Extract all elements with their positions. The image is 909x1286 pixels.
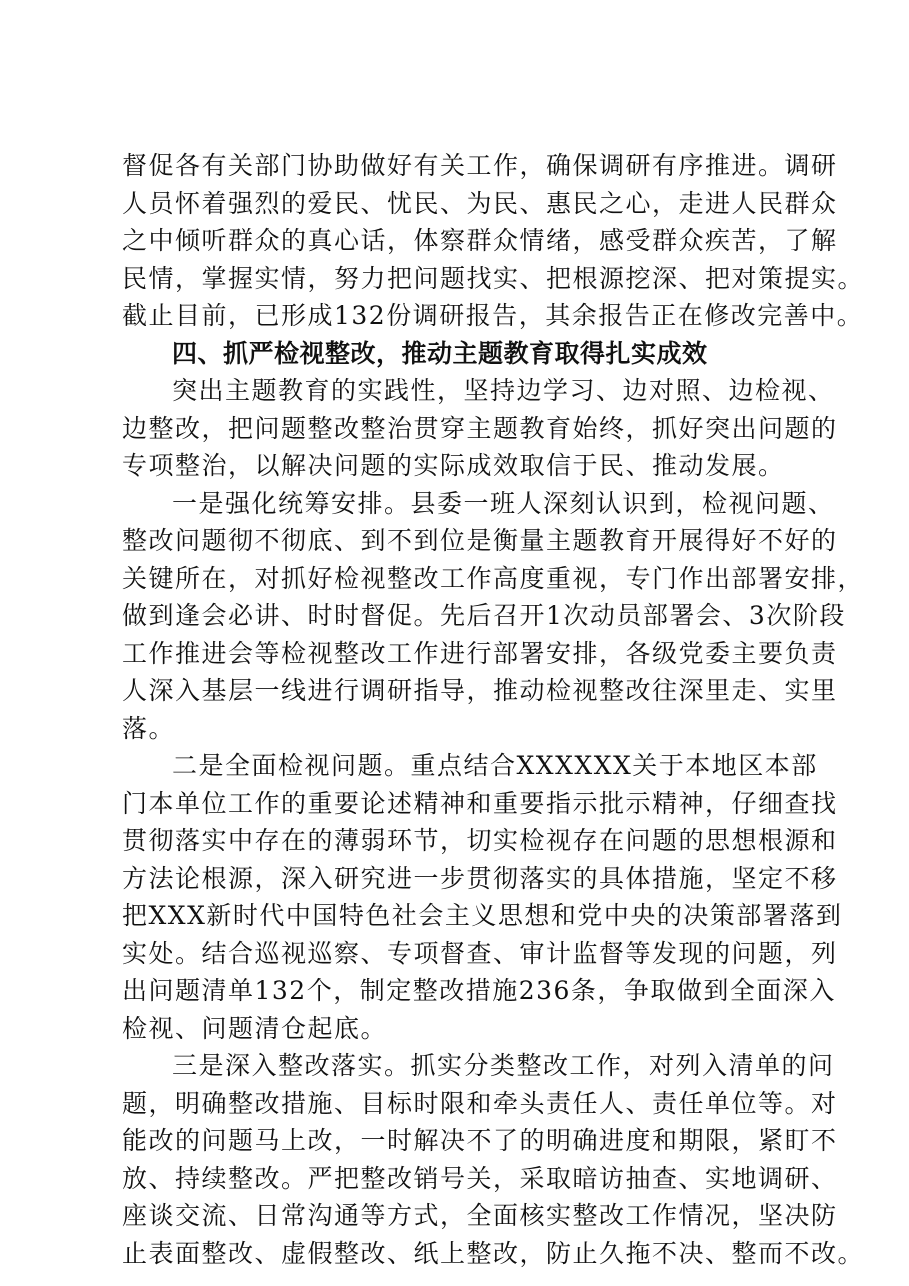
- paragraph-line: 三是深入整改落实。抓实分类整改工作，对列入清单的问: [172, 1051, 835, 1080]
- paragraph-line: 之中倾听群众的真心话，体察群众情绪，感受群众疾苦，了解: [122, 226, 838, 255]
- paragraph-line: 把XXX新时代中国特色社会主义思想和党中央的决策部署落到: [122, 901, 843, 930]
- paragraph-line: 贯彻落实中存在的薄弱环节，切实检视存在问题的思想根源和: [122, 826, 838, 855]
- paragraph-line: 能改的问题马上改，一时解决不了的明确进度和期限，紧盯不: [122, 1126, 838, 1155]
- paragraph-line: 关键所在，对抓好检视整改工作高度重视，专门作出部署安排，: [122, 563, 865, 593]
- paragraph-line: 座谈交流、日常沟通等方式，全面核实整改工作情况，坚决防: [122, 1201, 838, 1230]
- paragraph-line: 方法论根源，深入研究进一步贯彻落实的具体措施，坚定不移: [122, 863, 838, 893]
- paragraph-line: 实处。结合巡视巡察、专项督查、审计监督等发现的问题，列: [122, 938, 838, 968]
- paragraph-line: 二是全面检视问题。重点结合XXXXXX关于本地区本部: [172, 751, 818, 780]
- paragraph-line: 工作推进会等检视整改工作进行部署安排，各级党委主要负责: [122, 638, 838, 668]
- paragraph-line: 边整改，把问题整改整治贯穿主题教育始终，抓好突出问题的: [122, 413, 838, 443]
- paragraph-line: 止表面整改、虚假整改、纸上整改，防止久拖不决、整而不改。: [122, 1238, 865, 1268]
- paragraph-line: 检视、问题清仓起底。: [122, 1013, 388, 1043]
- document-body: [122, 147, 865, 1272]
- paragraph-line: 放、持续整改。严把整改销号关，采取暗访抽查、实地调研、: [122, 1163, 838, 1193]
- paragraph-line: 题，明确整改措施、目标时限和牵头责任人、责任单位等。对: [122, 1088, 838, 1118]
- paragraph-line: 截止目前，已形成132份调研报告，其余报告正在修改完善中。: [122, 301, 864, 330]
- paragraph-line: 人深入基层一线进行调研指导，推动检视整改往深里走、实里: [122, 676, 838, 705]
- paragraph-line: 突出主题教育的实践性，坚持边学习、边对照、边检视、: [172, 376, 835, 405]
- paragraph: [122, 1047, 865, 1272]
- paragraph-line: 出问题清单132个，制定整改措施236条，争取做到全面深入: [122, 976, 836, 1005]
- paragraph: [122, 485, 865, 748]
- paragraph-line: 一是强化统筹安排。县委一班人深刻认识到，检视问题、: [172, 488, 835, 518]
- section-heading: [122, 335, 802, 373]
- paragraph-line: 落。: [122, 713, 176, 743]
- paragraph-line: 门本单位工作的重要论述精神和重要指示批示精神，仔细查找: [122, 788, 838, 818]
- paragraph-line: 督促各有关部门协助做好有关工作，确保调研有序推进。调研: [122, 151, 838, 180]
- paragraph: [122, 747, 843, 1047]
- paragraph-line: 做到逢会必讲、时时督促。先后召开1次动员部署会、3次阶段: [122, 601, 846, 630]
- paragraph-line: 民情，掌握实情，努力把问题找实、把根源挖深、把对策提实。: [122, 263, 865, 293]
- paragraph: [122, 372, 838, 485]
- paragraph-line: 整改问题彻不彻底、到不到位是衡量主题教育开展得好不好的: [122, 526, 838, 555]
- paragraph-line: 人员怀着强烈的爱民、忧民、为民、惠民之心，走进人民群众: [122, 188, 838, 218]
- paragraph: [122, 147, 865, 335]
- paragraph-line: 专项整治，以解决问题的实际成效取信于民、推动发展。: [122, 451, 785, 480]
- heading-text: 四、抓严检视整改，推动主题教育取得扎实成效: [172, 338, 708, 368]
